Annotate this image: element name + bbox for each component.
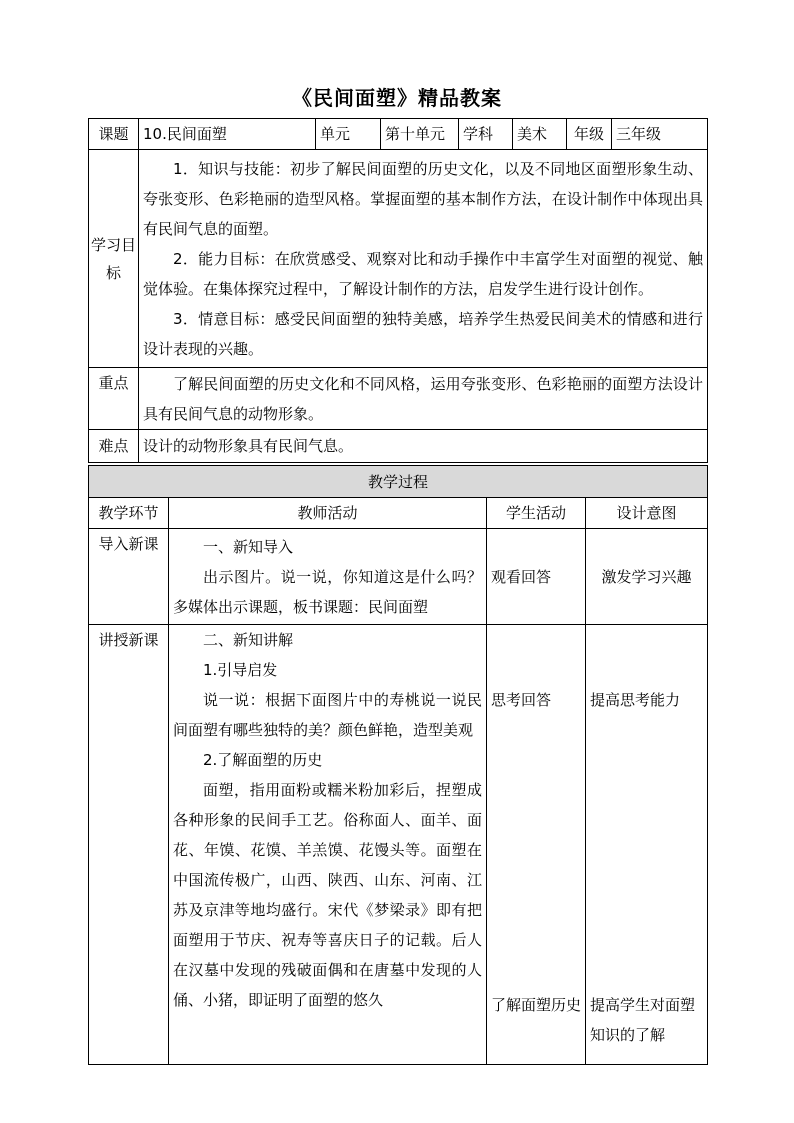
objectives-content: [139, 150, 708, 368]
intro-text: 出示图片。说一说，你知道这是什么吗？多媒体出示课题，板书课题：民间面塑: [173, 567, 482, 616]
column-header-stage: 教学环节: [89, 498, 169, 529]
key-points-row: [89, 368, 708, 430]
column-header-intent: 设计意图: [586, 498, 708, 529]
teach-student-2: 了解面塑历史: [491, 996, 582, 1014]
intro-stage: 导入新课: [89, 529, 169, 625]
grade-label: 年级: [567, 119, 612, 150]
intro-teacher-activity: [169, 529, 487, 625]
lesson-value: 10.民间面塑: [139, 119, 316, 150]
intro-heading: 一、新知导入: [203, 537, 294, 556]
lesson-info-table: [88, 118, 708, 463]
teach-intent: [586, 625, 708, 1065]
column-header-row: [89, 498, 708, 529]
teach-teacher-activity: [169, 625, 487, 1065]
teach-subheading-2: 2.了解面塑的历史: [203, 751, 323, 769]
key-points-text: 了解民间面塑的历史文化和不同风格，运用夸张变形、色彩艳丽的面塑方法设计具有民间气息的动物形象。: [143, 374, 703, 423]
subject-label: 学科: [459, 119, 513, 150]
teach-student-activity: [487, 625, 586, 1065]
grade-value: 三年级: [612, 119, 708, 150]
key-points-content: [139, 368, 708, 430]
teach-text-2: 面塑，指用面粉或糯米粉加彩后，捏塑成各种形象的民间手工艺。俗称面人、面羊、面花、年馍、花馍、羊羔馍、花馒头等。面塑在中国流传极广，山西、陕西、山东、河南、江苏及京津等地均盛行。宋代《梦梁录》即有把面塑用于节庆、祝寿等喜庆日子的记载。后人在汉墓中发现的残破面偶和在唐墓中发现的人俑、小猪，即证明了面塑的悠久: [173, 781, 482, 1009]
objectives-row: [89, 150, 708, 368]
key-points-label: 重点: [89, 368, 139, 430]
teach-intent-2: 提高学生对面塑知识的了解: [590, 996, 696, 1044]
intro-intent: 激发学习兴趣: [586, 529, 708, 625]
objective-emotion: 3．情意目标：感受民间面塑的独特美感，培养学生热爱民间美术的情感和进行设计表现的兴趣。: [143, 309, 703, 358]
intro-student-activity: 观看回答: [487, 529, 586, 625]
column-header-student: 学生活动: [487, 498, 586, 529]
teach-heading: 二、新知讲解: [203, 631, 294, 649]
intro-row: [89, 529, 708, 625]
lesson-label: 课题: [89, 119, 139, 150]
teach-row: [89, 625, 708, 1065]
difficulty-row: [89, 430, 708, 463]
teach-text-1: 说一说：根据下面图片中的寿桃说一说民间面塑有哪些独特的美？颜色鲜艳，造型美观: [173, 691, 482, 739]
unit-value: 第十单元: [381, 119, 459, 150]
process-header: 教学过程: [89, 466, 708, 498]
teach-subheading-1: 1.引导启发: [203, 661, 278, 679]
info-row: [89, 119, 708, 150]
column-header-teacher: 教师活动: [169, 498, 487, 529]
teach-student-1: 思考回答: [491, 691, 552, 709]
subject-value: 美术: [513, 119, 567, 150]
difficulty-label: 难点: [89, 430, 139, 463]
objective-knowledge: 1．知识与技能：初步了解民间面塑的历史文化，以及不同地区面塑形象生动、夸张变形、色彩艳丽的造型风格。掌握面塑的基本制作方法，在设计制作中体现出具有民间气息的面塑。: [143, 159, 703, 238]
objectives-label: 学习目标: [89, 150, 139, 368]
teaching-process-table: [88, 465, 708, 1065]
unit-label: 单元: [316, 119, 381, 150]
teach-stage: 讲授新课: [89, 625, 169, 1065]
objective-ability: 2．能力目标：在欣赏感受、观察对比和动手操作中丰富学生对面塑的视觉、触觉体验。在集体探究过程中，了解设计制作的方法，启发学生进行设计创作。: [143, 249, 703, 298]
page-title: 《民间面塑》精品教案: [292, 86, 502, 110]
teach-intent-1: 提高思考能力: [590, 691, 681, 709]
process-header-row: [89, 466, 708, 498]
difficulty-text: 设计的动物形象具有民间气息。: [139, 430, 708, 463]
